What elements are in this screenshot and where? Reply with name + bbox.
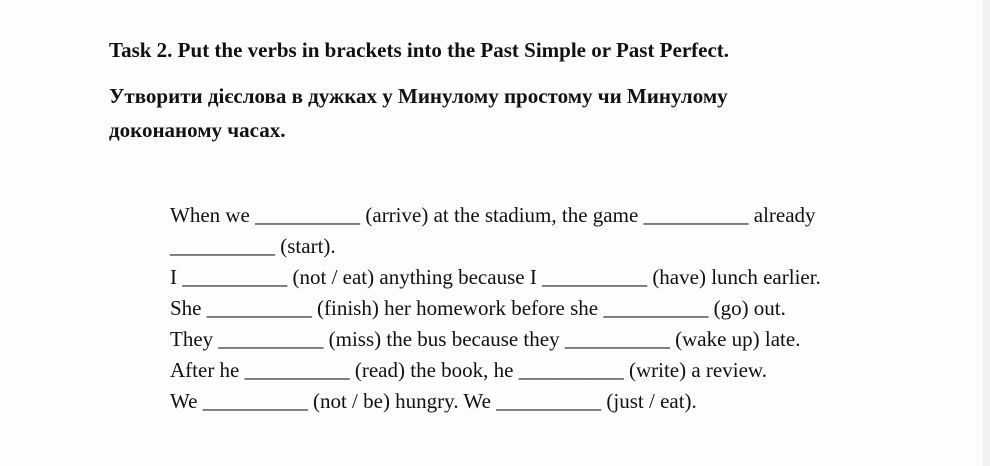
exercise-line: We __________ (not / be) hungry. We __________ (just / eat). xyxy=(170,389,697,413)
exercise-line: When we __________ (arrive) at the stadium, the game __________ already xyxy=(170,203,816,227)
instruction-line-1: Утворити дієслова в дужках у Минулому простому чи Минулому xyxy=(109,84,728,108)
exercise-line: They __________ (miss) the bus because they __________ (wake up) late. xyxy=(170,327,801,351)
instruction-line-2: доконаному часах. xyxy=(109,118,286,142)
exercise-line: She __________ (finish) her homework before she __________ (go) out. xyxy=(170,296,786,320)
exercise-line: __________ (start). xyxy=(170,234,336,258)
task-title: Task 2. Put the verbs in brackets into the Past Simple or Past Perfect. xyxy=(109,38,730,62)
exercise-line: I __________ (not / eat) anything because I __________ (have) lunch earlier. xyxy=(170,265,821,289)
exercise-line: After he __________ (read) the book, he __________ (write) a review. xyxy=(170,358,767,382)
scrollbar-track[interactable] xyxy=(983,0,990,466)
exercise-list xyxy=(170,200,821,417)
